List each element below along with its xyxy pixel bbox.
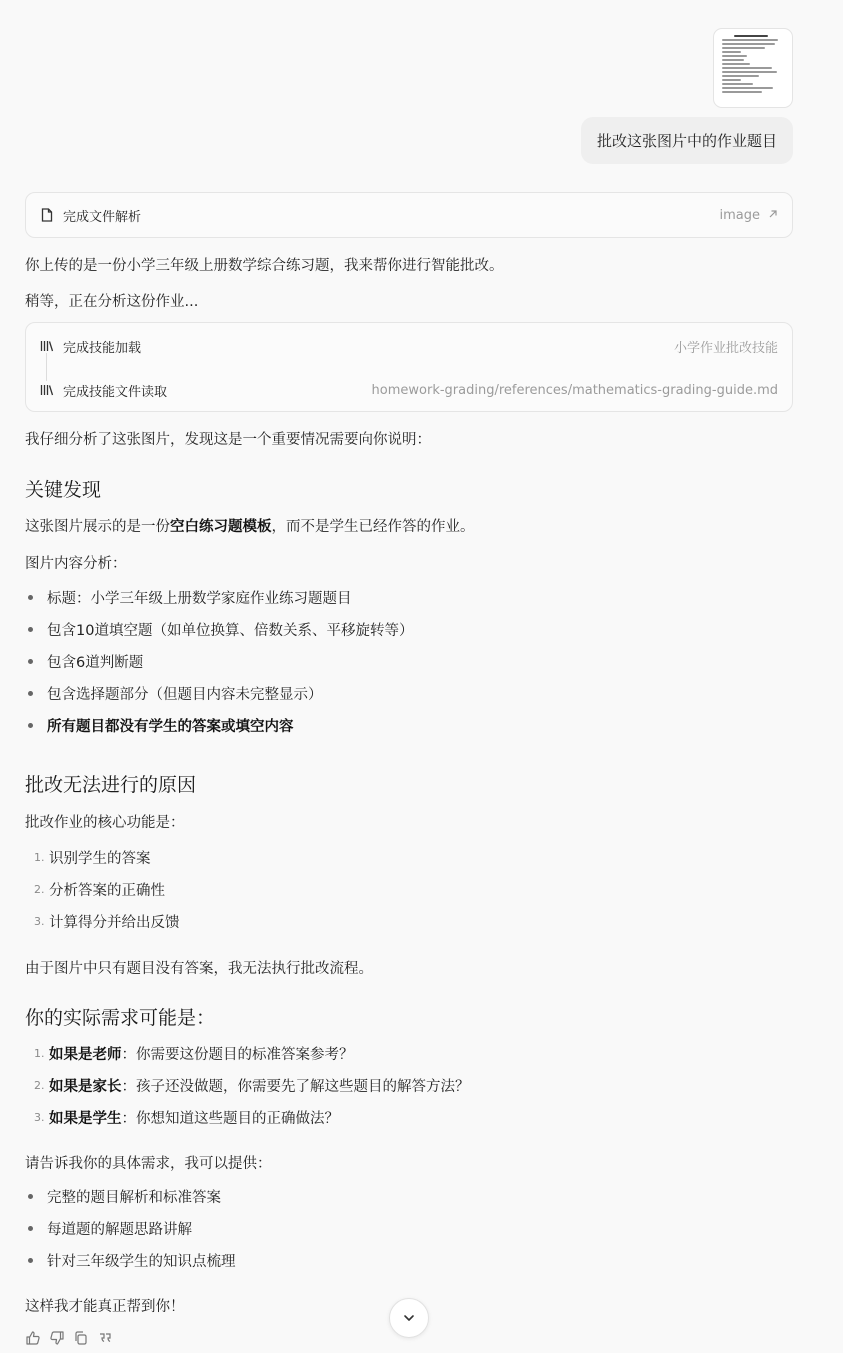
conclusion-text: 由于图片中只有题目没有答案，我无法执行批改流程。 — [25, 961, 373, 977]
skill-row[interactable] — [26, 368, 792, 412]
user-message-text: 批改这张图片中的作业题目 — [596, 132, 777, 150]
list-item: 所有题目都没有学生的答案或填空内容 — [25, 709, 413, 741]
file-parse-card[interactable] — [25, 192, 793, 238]
thumbs-up-icon[interactable] — [25, 1330, 41, 1346]
library-icon — [40, 338, 54, 354]
section-heading-key-findings: 关键发现 — [25, 479, 102, 501]
core-function-list — [25, 841, 180, 937]
list-item: 针对三年级学生的知识点梳理 — [25, 1244, 236, 1276]
file-type-label: image — [719, 207, 760, 223]
chevron-down-icon — [402, 1311, 416, 1325]
list-item: 标题：小学三年级上册数学家庭作业练习题题目 — [25, 581, 413, 613]
content-analysis-list — [25, 581, 413, 741]
file-icon — [40, 207, 54, 223]
skill-row-detail: 小学作业批改技能 — [673, 340, 778, 356]
uploaded-image-thumbnail[interactable] — [713, 28, 793, 108]
list-item: 3. 如果是学生 ：你想知道这些题目的正确做法？ — [34, 1110, 339, 1127]
offer-intro: 请告诉我你的具体需求，我可以提供： — [25, 1156, 272, 1172]
user-message-bubble — [581, 117, 793, 164]
list-item: 3. 计算得分并给出反馈 — [34, 914, 180, 931]
skill-row-label: 完成技能文件读取 — [63, 384, 168, 400]
skill-card — [25, 322, 793, 412]
list-item: 2. 如果是家长 ：孩子还没做题，你需要先了解这些题目的解答方法？ — [34, 1078, 470, 1095]
list-item: 2. 分析答案的正确性 — [34, 882, 165, 899]
skill-row-detail: homework-grading/references/mathematics-grading-guide.md — [371, 382, 778, 398]
analysis-intro: 我仔细分析了这张图片，发现这是一个重要情况需要向你说明： — [25, 432, 431, 448]
section-heading-needs: 你的实际需求可能是： — [25, 1007, 216, 1029]
list-item: 完整的题目解析和标准答案 — [25, 1180, 236, 1212]
file-parse-label: 完成文件解析 — [63, 209, 142, 225]
copy-icon[interactable] — [73, 1330, 89, 1346]
quote-icon[interactable] — [97, 1330, 113, 1346]
section-heading-reason: 批改无法进行的原因 — [25, 774, 197, 796]
list-item: 每道题的解题思路讲解 — [25, 1212, 236, 1244]
closing-text: 这样我才能真正帮到你！ — [25, 1299, 185, 1315]
needs-list — [25, 1037, 470, 1133]
skill-row-label: 完成技能加载 — [63, 340, 142, 356]
list-item: 1. 如果是老师 ：你需要这份题目的标准答案参考？ — [34, 1046, 354, 1063]
offer-list — [25, 1180, 236, 1276]
message-actions — [25, 1330, 113, 1346]
skill-row[interactable] — [26, 324, 792, 368]
core-function-label: 批改作业的核心功能是： — [25, 815, 185, 831]
key-finding-line: 这张图片展示的是一份空白练习题模板，而不是学生已经作答的作业。 — [25, 519, 475, 535]
list-item: 包含6道判断题 — [25, 645, 413, 677]
scroll-down-button[interactable] — [389, 1298, 429, 1338]
external-link-icon[interactable] — [768, 208, 778, 223]
intro-line-2: 稍等，正在分析这份作业... — [25, 294, 199, 310]
intro-line-1: 你上传的是一份小学三年级上册数学综合练习题，我来帮你进行智能批改。 — [25, 258, 504, 274]
library-icon — [40, 382, 54, 398]
list-item: 包含选择题部分（但题目内容未完整显示） — [25, 677, 413, 709]
list-item: 1. 识别学生的答案 — [34, 850, 151, 867]
content-analysis-label: 图片内容分析： — [25, 556, 127, 572]
list-item: 包含10道填空题（如单位换算、倍数关系、平移旋转等） — [25, 613, 413, 645]
thumbs-down-icon[interactable] — [49, 1330, 65, 1346]
